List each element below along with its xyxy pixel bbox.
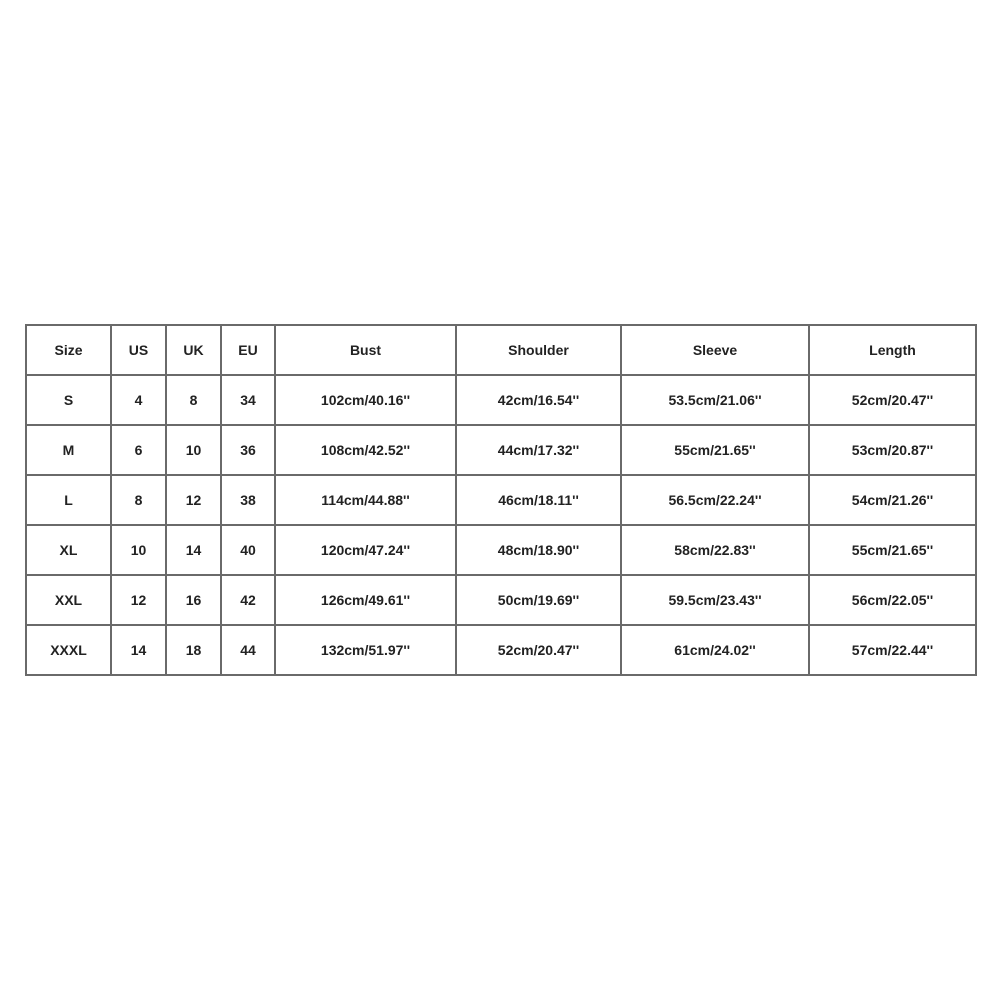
cell-eu: 36 — [221, 425, 275, 475]
cell-bust: 126cm/49.61'' — [275, 575, 456, 625]
table-header-row — [26, 325, 976, 375]
cell-length: 55cm/21.65'' — [809, 525, 976, 575]
header-size: Size — [26, 325, 111, 375]
table-row — [26, 375, 976, 425]
cell-length: 54cm/21.26'' — [809, 475, 976, 525]
cell-eu: 34 — [221, 375, 275, 425]
cell-eu: 40 — [221, 525, 275, 575]
cell-uk: 18 — [166, 625, 221, 675]
cell-length: 57cm/22.44'' — [809, 625, 976, 675]
cell-size: XXXL — [26, 625, 111, 675]
cell-sleeve: 55cm/21.65'' — [621, 425, 809, 475]
cell-uk: 8 — [166, 375, 221, 425]
header-length: Length — [809, 325, 976, 375]
table-row — [26, 425, 976, 475]
cell-uk: 14 — [166, 525, 221, 575]
cell-shoulder: 48cm/18.90'' — [456, 525, 621, 575]
cell-eu: 38 — [221, 475, 275, 525]
cell-sleeve: 59.5cm/23.43'' — [621, 575, 809, 625]
cell-shoulder: 44cm/17.32'' — [456, 425, 621, 475]
cell-length: 53cm/20.87'' — [809, 425, 976, 475]
cell-eu: 44 — [221, 625, 275, 675]
cell-shoulder: 52cm/20.47'' — [456, 625, 621, 675]
cell-sleeve: 61cm/24.02'' — [621, 625, 809, 675]
cell-sleeve: 56.5cm/22.24'' — [621, 475, 809, 525]
cell-us: 10 — [111, 525, 166, 575]
cell-uk: 10 — [166, 425, 221, 475]
table-row — [26, 525, 976, 575]
cell-length: 52cm/20.47'' — [809, 375, 976, 425]
size-chart-table — [25, 324, 977, 676]
cell-eu: 42 — [221, 575, 275, 625]
cell-shoulder: 42cm/16.54'' — [456, 375, 621, 425]
cell-size: XXL — [26, 575, 111, 625]
cell-shoulder: 50cm/19.69'' — [456, 575, 621, 625]
cell-us: 6 — [111, 425, 166, 475]
header-sleeve: Sleeve — [621, 325, 809, 375]
cell-bust: 108cm/42.52'' — [275, 425, 456, 475]
header-bust: Bust — [275, 325, 456, 375]
cell-size: S — [26, 375, 111, 425]
cell-us: 8 — [111, 475, 166, 525]
cell-uk: 16 — [166, 575, 221, 625]
cell-shoulder: 46cm/18.11'' — [456, 475, 621, 525]
table-row — [26, 625, 976, 675]
header-shoulder: Shoulder — [456, 325, 621, 375]
cell-us: 14 — [111, 625, 166, 675]
cell-size: L — [26, 475, 111, 525]
cell-length: 56cm/22.05'' — [809, 575, 976, 625]
header-uk: UK — [166, 325, 221, 375]
cell-us: 4 — [111, 375, 166, 425]
cell-bust: 132cm/51.97'' — [275, 625, 456, 675]
cell-us: 12 — [111, 575, 166, 625]
table-row — [26, 475, 976, 525]
header-eu: EU — [221, 325, 275, 375]
cell-uk: 12 — [166, 475, 221, 525]
cell-size: XL — [26, 525, 111, 575]
cell-bust: 102cm/40.16'' — [275, 375, 456, 425]
cell-sleeve: 53.5cm/21.06'' — [621, 375, 809, 425]
cell-bust: 114cm/44.88'' — [275, 475, 456, 525]
cell-bust: 120cm/47.24'' — [275, 525, 456, 575]
cell-size: M — [26, 425, 111, 475]
cell-sleeve: 58cm/22.83'' — [621, 525, 809, 575]
header-us: US — [111, 325, 166, 375]
table-row — [26, 575, 976, 625]
